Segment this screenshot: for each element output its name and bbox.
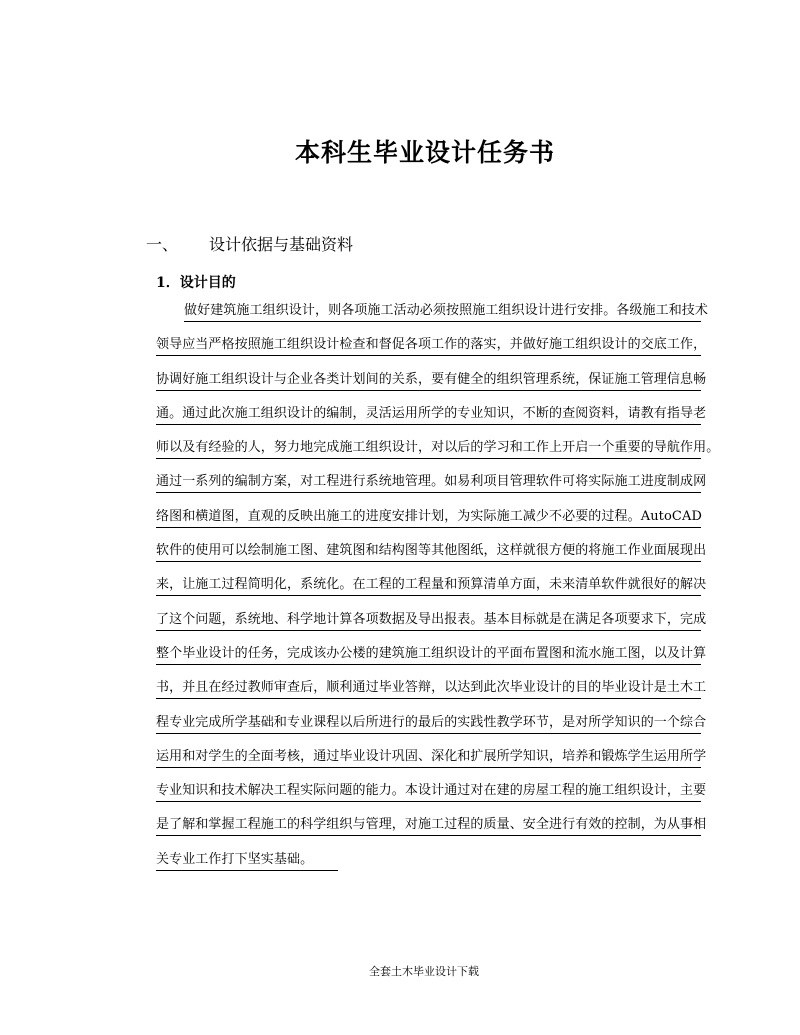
paragraph-line: 领导应当严格按照施工组织设计检查和督促各项工作的落实，并做好施工组织设计的交底工作，: [156, 334, 701, 368]
section-number: 一、: [146, 235, 179, 254]
section-heading: [146, 232, 353, 255]
paragraph-line: 程专业完成所学基础和专业课程以后所进行的最后的实践性教学环节，是对所学知识的一个综合: [156, 712, 701, 746]
paragraph-line: 络图和横道图，直观的反映出施工的进度安排计划，为实际施工减少不必要的过程。AutoCAD: [156, 506, 701, 540]
paragraph-line: 关专业工作打下坚实基础。: [156, 849, 701, 883]
paragraph-line: 书，并且在经过教师审查后，顺利通过毕业答辩，以达到此次毕业设计的目的毕业设计是土木工: [156, 677, 701, 711]
paragraph-line: 通。通过此次施工组织设计的编制，灵活运用所学的专业知识，不断的查阅资料，请教有指导老: [156, 403, 701, 437]
paragraph-line: 专业知识和技术解决工程实际问题的能力。本设计通过对在建的房屋工程的施工组织设计，主要: [156, 780, 701, 814]
paragraph-line: 师以及有经验的人，努力地完成施工组织设计，对以后的学习和工作上开启一个重要的导航作用。: [156, 437, 701, 471]
paragraph-line: 运用和对学生的全面考核，通过毕业设计巩固、深化和扩展所学知识，培养和锻炼学生运用所学: [156, 746, 701, 780]
document-title: 本科生毕业设计任务书: [294, 138, 555, 167]
section-title: 设计依据与基础资料: [209, 235, 354, 254]
paragraph-line: 是了解和掌握工程施工的科学组织与管理，对施工过程的质量、安全进行有效的控制，为从事相: [156, 814, 701, 848]
paragraph-line: 了这个问题，系统地、科学地计算各项数据及导出报表。基本目标就是在满足各项要求下，完成: [156, 609, 701, 643]
paragraph-line: 通过一系列的编制方案，对工程进行系统地管理。如易利项目管理软件可将实际施工进度制成网: [156, 471, 701, 505]
paragraph-line: 整个毕业设计的任务，完成该办公楼的建筑施工组织设计的平面布置图和流水施工图，以及计算: [156, 643, 701, 677]
paragraph: [156, 300, 720, 883]
page-footer: 全套土木毕业设计下载: [369, 965, 479, 978]
subsection-heading: 1．设计目的: [156, 275, 236, 291]
paragraph-line: 软件的使用可以绘制施工图、建筑图和结构图等其他图纸，这样就很方便的将施工作业面展现出: [156, 540, 701, 574]
paragraph-line: 协调好施工组织设计与企业各类计划间的关系，要有健全的组织管理系统，保证施工管理信息畅: [156, 369, 701, 403]
paragraph-line: 做好建筑施工组织设计，则各项施工活动必须按照施工组织设计进行安排。各级施工和技术: [156, 300, 701, 334]
paragraph-line: 来，让施工过程简明化，系统化。在工程的工程量和预算清单方面，未来清单软件就很好的解决: [156, 574, 701, 608]
